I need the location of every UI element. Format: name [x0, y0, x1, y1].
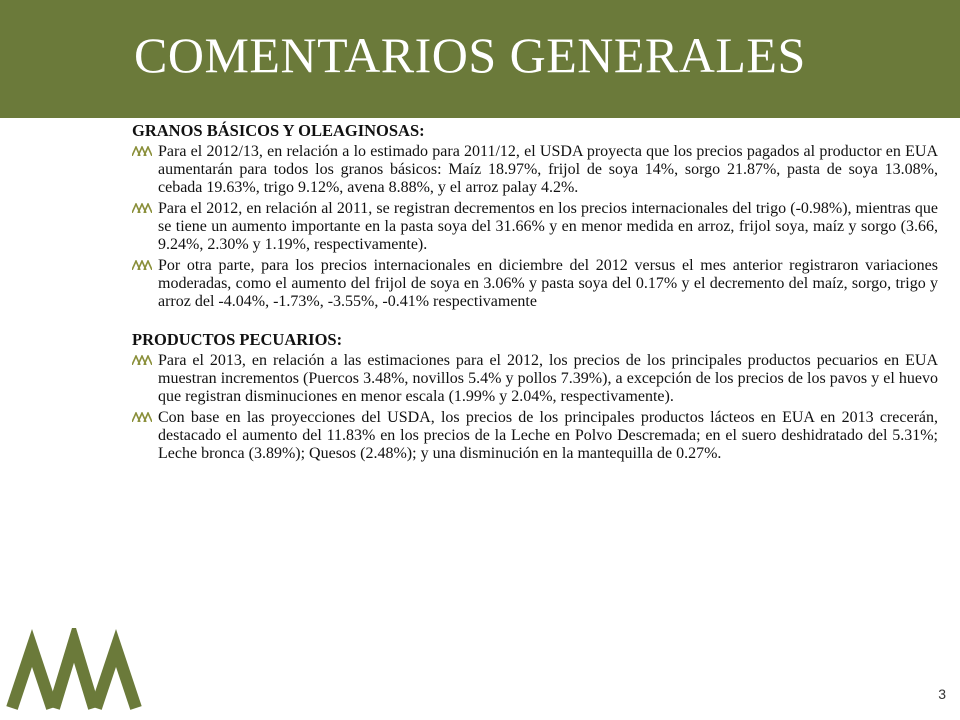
bullet-text: Con base en las proyecciones del USDA, los precios de los principales productos lácteos en EUA en 2013 crecerán, destacado el aumento del 11.83% en los precios de la Leche en Polvo Descremada; en el suero deshidratado del 5.31%; Leche bronca (3.89%); Quesos (2.48%); y una disminución en la mantequilla de 0.27%. — [158, 409, 938, 462]
list-item — [132, 200, 938, 254]
mountain-bullet-icon — [132, 412, 152, 422]
mountain-bullet-icon — [132, 203, 152, 213]
mountain-bullet-icon — [132, 146, 152, 156]
mountains-logo — [6, 628, 142, 714]
title-banner — [0, 0, 960, 118]
list-item — [132, 257, 938, 311]
mountain-bullet-icon — [132, 355, 152, 365]
page-title: COMENTARIOS GENERALES — [134, 27, 806, 83]
list-item — [132, 143, 938, 197]
page-number: 3 — [938, 686, 946, 702]
list-item — [132, 409, 938, 463]
list-item — [132, 352, 938, 406]
content-area — [132, 122, 938, 466]
section-title-granos: GRANOS BÁSICOS Y OLEAGINOSAS: — [132, 121, 425, 140]
bullet-text: Por otra parte, para los precios internacionales en diciembre del 2012 versus el mes anterior registraron variaciones moderadas, como el aumento del frijol de soya en 3.06% y pasta soya del 0.17% y el decremento del maíz, sorgo, trigo y arroz del -4.04%, -1.73%, -3.55%, -0.41% respectivamente — [158, 257, 938, 310]
bullet-text: Para el 2012/13, en relación a lo estimado para 2011/12, el USDA proyecta que los precios pagados al productor en EUA aumentarán para todos los granos básicos: Maíz 18.97%, frijol de soya 14%, sorgo 21.87%, pasta de soya 13.08%, cebada 19.63%, trigo 9.12%, avena 8.88%, y el arroz palay 4.2%. — [158, 143, 938, 196]
bullet-text: Para el 2013, en relación a las estimaciones para el 2012, los precios de los principales productos pecuarios en EUA muestran incrementos (Puercos 3.48%, novillos 5.4% y pollos 7.39%), a excepción de los precios de los pavos y el huevo que registran disminuciones en menor escala (1.99% y 2.04%, respectivamente). — [158, 352, 938, 405]
bullet-text: Para el 2012, en relación al 2011, se registran decrementos en los precios internacionales del trigo (-0.98%), mientras que se tiene un aumento importante en la pasta soya del 31.66% y en menor medida en arroz, frijol soya, maíz y sorgo (3.66, 9.24%, 2.30% y 1.19%, respectivamente). — [158, 200, 938, 253]
section-title-pecuarios: PRODUCTOS PECUARIOS: — [132, 330, 343, 349]
mountain-bullet-icon — [132, 260, 152, 270]
